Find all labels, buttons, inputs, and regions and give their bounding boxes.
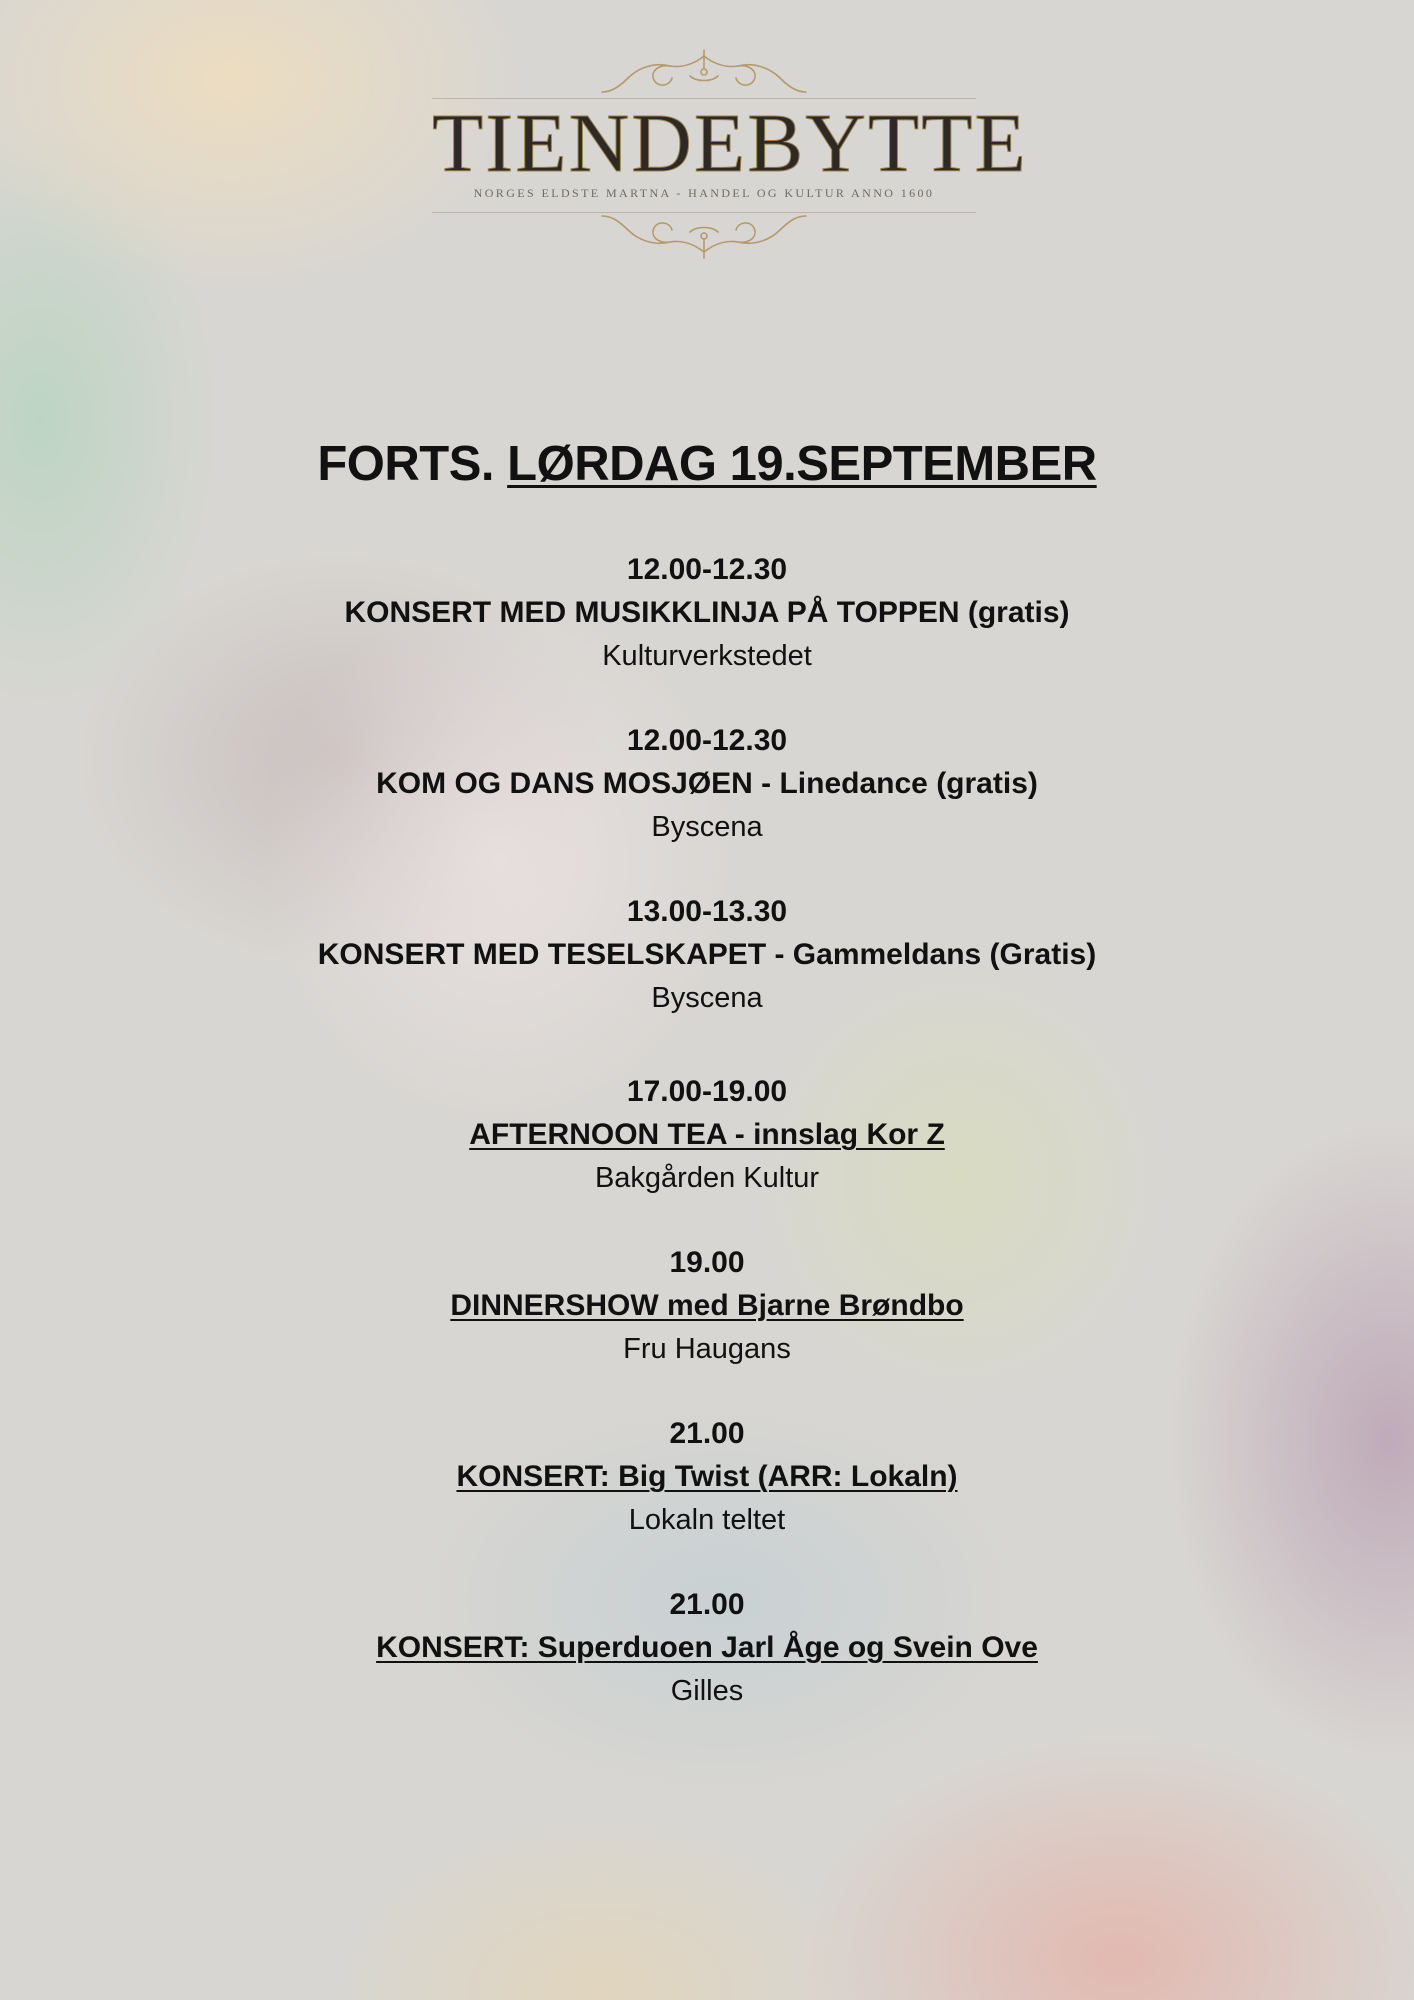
event-title: KONSERT MED TESELSKAPET - Gammeldans (Gratis) (317, 938, 1097, 971)
event-item (0, 890, 1414, 1020)
event-item (0, 1412, 1414, 1542)
event-item (0, 548, 1414, 678)
event-time: 19.00 (669, 1246, 745, 1279)
event-time: 17.00-19.00 (626, 1075, 788, 1108)
event-title-link[interactable]: KONSERT: Superduoen Jarl Åge og Svein Ove (376, 1631, 1038, 1664)
ornament-bottom-icon (432, 206, 976, 262)
event-venue: Lokaln teltet (628, 1504, 786, 1536)
event-venue: Kulturverkstedet (602, 640, 812, 672)
event-title-link[interactable]: KONSERT: Big Twist (ARR: Lokaln) (456, 1460, 958, 1493)
event-time: 13.00-13.30 (626, 895, 788, 928)
event-item (0, 1583, 1414, 1713)
heading-prefix: FORTS. (317, 437, 495, 491)
ornament-top-icon (432, 46, 976, 102)
event-time: 21.00 (669, 1417, 745, 1450)
event-venue: Fru Haugans (623, 1333, 791, 1365)
event-venue: Bakgården Kultur (594, 1162, 820, 1194)
event-item (0, 1241, 1414, 1371)
event-venue: Byscena (651, 811, 763, 843)
event-time: 12.00-12.30 (626, 724, 788, 757)
page-heading (0, 434, 1414, 494)
event-item (0, 719, 1414, 849)
event-time: 12.00-12.30 (626, 553, 788, 586)
logo-tagline: NORGES ELDSTE MARTNA - HANDEL OG KULTUR ANNO 1600 (473, 186, 935, 200)
event-title: KOM OG DANS MOSJØEN - Linedance (gratis) (376, 767, 1038, 800)
heading-date: LØRDAG 19.SEPTEMBER (507, 437, 1097, 491)
event-title-link[interactable]: DINNERSHOW med Bjarne Brøndbo (450, 1289, 964, 1322)
event-venue: Gilles (670, 1675, 744, 1707)
tiendebytte-logo (432, 46, 1028, 262)
event-time: 21.00 (669, 1588, 745, 1621)
event-title: KONSERT MED MUSIKKLINJA PÅ TOPPEN (gratis) (344, 596, 1070, 629)
event-item (0, 1070, 1414, 1200)
logo-wordmark: TIENDEBYTTE (432, 97, 1028, 190)
event-venue: Byscena (651, 982, 763, 1014)
event-title-link[interactable]: AFTERNOON TEA - innslag Kor Z (469, 1118, 945, 1151)
